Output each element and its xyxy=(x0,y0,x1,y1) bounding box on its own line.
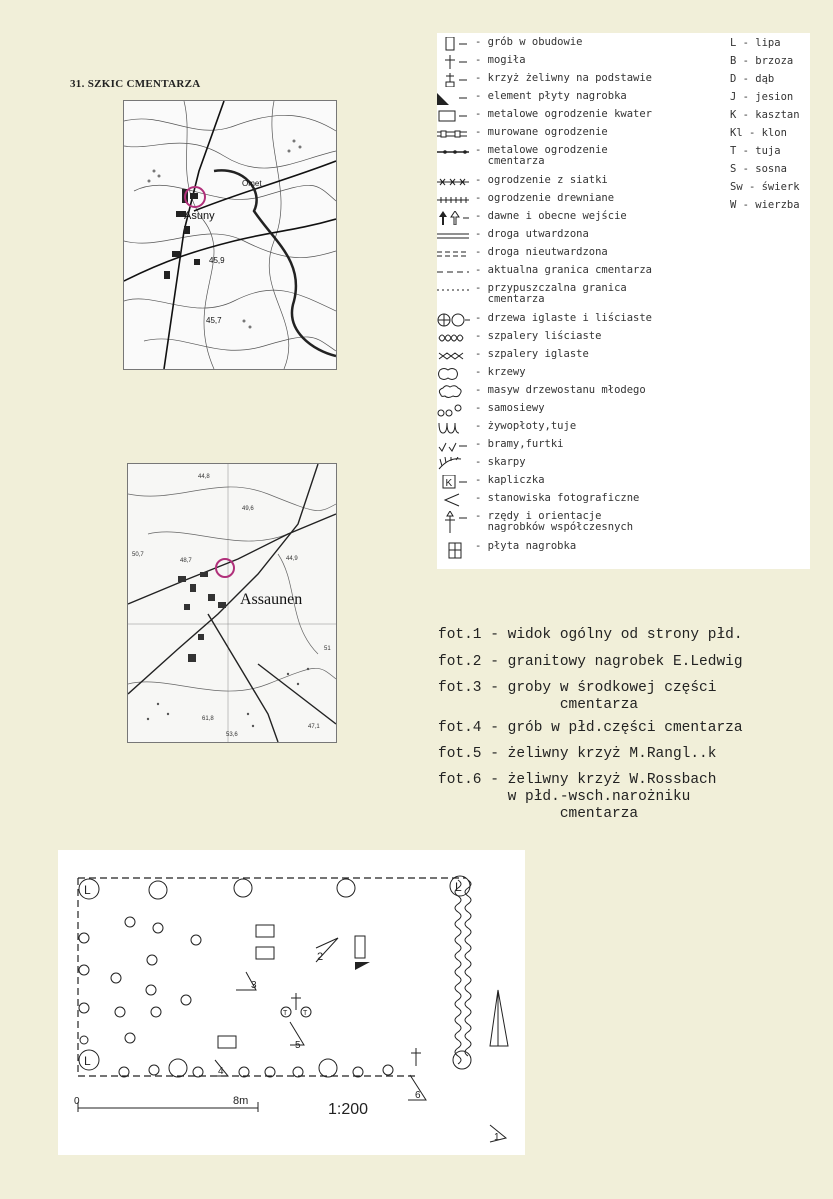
metal-fence-quarter-icon xyxy=(437,109,475,123)
iron-cross-base-icon xyxy=(437,73,475,87)
legend-item: - dawne i obecne wejście xyxy=(437,211,627,229)
photo-caption: fot.4 - grób w płd.części cmentarza xyxy=(438,720,743,736)
tree-abbrev: L - lipa xyxy=(730,37,781,49)
legend-item: - skarpy xyxy=(437,457,526,475)
hedge-icon xyxy=(437,421,475,435)
deciduous-row-icon xyxy=(437,331,475,345)
tree-abbrev: J - jesion xyxy=(730,91,794,103)
legend-item: - stanowiska fotograficzne xyxy=(437,493,639,511)
scale-ratio: 1:200 xyxy=(328,1101,369,1118)
legend-item: - aktualna granica cmentarza xyxy=(437,265,652,283)
legend-item: - szpalery iglaste xyxy=(437,349,589,367)
conifer-row-icon xyxy=(437,349,475,363)
map2-label: 47,1 xyxy=(308,724,320,730)
trees-icon xyxy=(437,313,475,327)
legend-item: - murowane ogrodzenie xyxy=(437,127,608,145)
map1-label: 45,7 xyxy=(206,316,222,325)
grave-slab-icon xyxy=(437,541,475,555)
plan-photo-number: 6 xyxy=(415,1090,421,1101)
legend-item: - żywopłoty,tuje xyxy=(437,421,576,439)
legend-panel xyxy=(437,33,810,569)
plan-photo-number: 3 xyxy=(251,980,257,991)
legend-item: - metalowe ogrodzenie kwater xyxy=(437,109,652,127)
legend-item: - płyta nagrobka xyxy=(437,541,576,559)
plan-tuja-label: T xyxy=(283,1010,288,1017)
photo-caption: fot.2 - granitowy nagrobek E.Ledwig xyxy=(438,654,743,670)
legend-item: - krzyż żeliwny na podstawie xyxy=(437,73,652,91)
legend-item: K - kapliczka xyxy=(437,475,545,493)
young-stand-icon xyxy=(437,385,475,399)
plan-photo-number: 2 xyxy=(317,951,324,963)
grave-enclosure-icon xyxy=(437,37,475,51)
legend-item: - bramy,furtki xyxy=(437,439,564,457)
photo-caption: fot.6 - żeliwny krzyż W.Rossbach w płd.-wsch.narożniku cmentarza xyxy=(438,772,717,822)
page-title: 31. SZKIC CMENTARZA xyxy=(70,78,201,90)
tree-abbrev: T - tuja xyxy=(730,145,781,157)
tree-abbrev: D - dąb xyxy=(730,73,775,85)
plan-photo-number: 1 xyxy=(494,1132,500,1143)
plan-tree-label: L xyxy=(84,883,91,897)
scale-zero: 0 xyxy=(74,1096,80,1107)
tree-abbrev: S - sosna xyxy=(730,163,787,175)
legend-item: - samosiewy xyxy=(437,403,545,421)
plan-photo-number: 5 xyxy=(295,1040,301,1051)
topographic-map-historic xyxy=(127,463,337,743)
legend-item: - droga utwardzona xyxy=(437,229,589,247)
slab-element-icon xyxy=(437,91,475,105)
map2-label: 44,9 xyxy=(286,556,298,562)
map2-label: 50,7 xyxy=(132,552,144,558)
legend-item: - ogrodzenie drewniane xyxy=(437,193,614,211)
current-border-icon xyxy=(437,265,475,279)
tree-abbrev: Sw - świerk xyxy=(730,181,800,193)
paved-road-icon xyxy=(437,229,475,243)
entrance-arrows-icon xyxy=(437,211,475,225)
metal-fence-icon xyxy=(437,145,475,159)
legend-item: - masyw drzewostanu młodego xyxy=(437,385,646,403)
cemetery-plan xyxy=(58,850,525,1155)
legend-item: - drzewa iglaste i liściaste xyxy=(437,313,652,331)
map1-label: 45,9 xyxy=(209,256,225,265)
legend-item: - rzędy i orientacje nagrobków współczesnych xyxy=(437,511,633,541)
legend-item: - droga nieutwardzona xyxy=(437,247,608,265)
tree-abbrev: W - wierzba xyxy=(730,199,800,211)
map2-label: 49,6 xyxy=(242,506,254,512)
plan-photo-number: 4 xyxy=(218,1066,224,1077)
escarpment-icon xyxy=(437,457,475,471)
unpaved-road-icon xyxy=(437,247,475,261)
self-seeded-icon xyxy=(437,403,475,417)
chapel-icon xyxy=(437,475,475,489)
tree-abbrev: Kl - klon xyxy=(730,127,787,139)
map2-label: 48,7 xyxy=(180,558,192,564)
plan-tree-label: L xyxy=(455,880,462,894)
map2-label: 44,8 xyxy=(198,474,210,480)
legend-item: - krzewy xyxy=(437,367,526,385)
plan-tuja-label: T xyxy=(303,1010,308,1017)
tree-abbrev: B - brzoza xyxy=(730,55,794,67)
map1-label: Omet xyxy=(242,179,262,188)
brick-fence-icon xyxy=(437,127,475,141)
grave-rows-icon xyxy=(437,511,475,525)
mogila-cross-icon xyxy=(437,55,475,69)
map2-label: 51 xyxy=(324,646,331,652)
topographic-map-current xyxy=(123,100,337,370)
scale-length: 8m xyxy=(233,1095,249,1107)
wooden-fence-icon xyxy=(437,193,475,207)
map2-label: 53,6 xyxy=(226,732,238,738)
presumed-border-icon xyxy=(437,283,475,297)
mesh-fence-icon xyxy=(437,175,475,189)
legend-item: - grób w obudowie xyxy=(437,37,582,55)
legend-item: - metalowe ogrodzenie cmentarza xyxy=(437,145,608,173)
photo-caption: fot.1 - widok ogólny od strony płd. xyxy=(438,627,743,643)
svg-text:K: K xyxy=(445,478,453,489)
legend-item: - ogrodzenie z siatki xyxy=(437,175,608,193)
legend-item: - element płyty nagrobka xyxy=(437,91,627,109)
photo-caption: fot.5 - żeliwny krzyż M.Rangl..k xyxy=(438,746,717,762)
map2-label: 61,8 xyxy=(202,716,214,722)
shrubs-icon xyxy=(437,367,475,381)
map2-label: Assaunen xyxy=(240,591,303,608)
photo-caption: fot.3 - groby w środkowej części cmentarza xyxy=(438,680,717,713)
legend-item: - przypuszczalna granica cmentarza xyxy=(437,283,627,311)
legend-item: - mogiła xyxy=(437,55,526,73)
map1-label: Asuny xyxy=(184,210,215,222)
plan-tree-label: L xyxy=(84,1054,91,1068)
gates-icon xyxy=(437,439,475,453)
photo-position-icon xyxy=(437,493,475,507)
tree-abbrev: K - kasztan xyxy=(730,109,800,121)
legend-item: - szpalery liściaste xyxy=(437,331,601,349)
